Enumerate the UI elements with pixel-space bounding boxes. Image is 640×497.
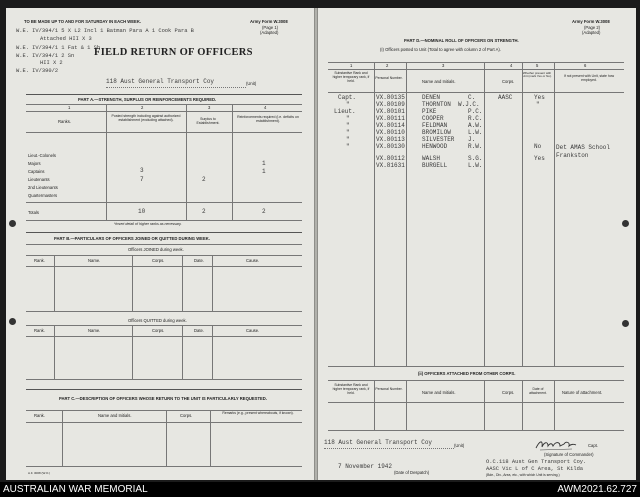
punch-hole (9, 318, 16, 325)
officer-rank: " (346, 115, 350, 122)
form-page: (Page 2) (584, 25, 601, 30)
officer-initials: W.J.C. (458, 101, 480, 108)
punch-hole (622, 220, 629, 227)
officer-name: FELDMAN (422, 122, 448, 129)
col-header-ranks: Ranks. (58, 119, 72, 124)
officer-present: " (536, 101, 540, 108)
officer-number: VX.80109 (376, 101, 405, 108)
col-header-present: Whether present with Unit (mark Yes or No). (522, 71, 552, 79)
reinforcement-value: 1 (262, 168, 266, 175)
form-adapted: (Adapted) (260, 30, 279, 35)
col-header-reinforcements: Reinforcements required (i.e. deficits on establishment). (237, 115, 299, 124)
officer-name: BURGELL (422, 162, 448, 169)
stamp-line-2: AASC Vic L of C Area, St Kilda (486, 466, 584, 472)
officer-name: BROMILOW (422, 129, 451, 136)
margin-note: W.E. IV/390/2 (16, 68, 59, 74)
officer-rank: " (346, 136, 350, 143)
punch-hole (9, 220, 16, 227)
left-page: TO BE MADE UP TO AND FOR SATURDAY IN EACH WEEK. Army Form W.3008 (Page 1) (Adapted) W.E. IV/394/1 5 X L2 Incl 1 Batman Para A 1 Cook Para B Attached HII X 3 W.E. IV/394/1 1 Fat & 1 Sh W.E. IV/394/1 2 Sn HII X 2 W.E. IV/390/2 FIELD RETURN OF OFFICERS 118 Aust General Transport Coy (Unit) PART A.—STRENGTH, SURPLUS OR REINFORCEMENTS REQUIRED. 1 2 3 4 Ranks. Posted strength including against authorized establishment (excluding attached). Surplus to Establishment. Reinforcements required (i.e. deficits on establishment). Lieut.-Colonels Majors Captains Lieutenants 2nd Lieutenants Quartermasters 1 3 1 7 2 Totals 10 2 2 *Insert detail of higher ranks as necessary. PART B.—PARTICULARS OF OFFICERS JOINED OR QUITTED DURING WEEK. Officers JOINED during week. Rank. Name. Corps. Date. Cause. Officers QUITTED during week. Rank. Name. Corps. Date. Cause. PART C.—DESCRIPTION OF OFFICERS WHOSE RETURN TO THE UNIT IS PARTICULARLY REQUESTED. Rank. Name and Initials. Corps. Remarks (e.g., present whereabouts, if known). A.F. 3008 (W.O.) (6, 8, 314, 480)
col-header-surplus: Surplus to Establishment. (196, 117, 220, 126)
officer-number: VX.80111 (376, 115, 405, 122)
posted-value: 3 (140, 167, 144, 174)
officer-rank: " (346, 122, 350, 129)
officer-initials: A.W. (468, 122, 483, 129)
officer-rank: Capt. (338, 94, 357, 101)
officer-number: VX.80101 (376, 108, 405, 115)
col-header-rank: Substantive Rank and higher temporary rank, if held. (332, 71, 370, 83)
stamp-line-1: O.C.118 Aust Gen Transport Coy. (486, 459, 587, 465)
form-adapted: (Adapted) (582, 30, 601, 35)
officer-initials: R.W. (468, 143, 483, 150)
joined-title: Officers JOINED during week. (128, 247, 184, 252)
officer-initials: S.G. (468, 155, 483, 162)
reinforcement-value: 1 (262, 160, 266, 167)
form-page: (Page 1) (262, 25, 279, 30)
right-page: Army Form W.3008 (Page 2) (Adapted) PART D.—NOMINAL ROLL OF OFFICERS ON STRENGTH. (I) Officers posted to Unit (Total to agree with column 2 of Part A). 1 2 3 4 5 6 Substantive Rank and higher temporary rank, if held. Personal Number. Name and Initials. Corps. Whether present with Unit (mark Yes or No). If not present with Unit, state how employed. Capt. VX.80135 DENEN C. AASC Yes " VX.80109 THORNTON W.J.C. " Lieut. VX.80101 PIKE P.C. " VX.80111 COOPER R.C. " VX.80114 FELDMAN A.W. " VX.80110 BROMILOW L.W. " VX.80113 SILVESTER J. " VX.80130 HENWOOD R.W. No Det AMAS School Frankston VX.80112 WALSH S.G. Yes VX.81631 BURGELL L.W. (ii) OFFICERS ATTACHED FROM OTHER CORPS. Substantive Rank and higher temporary rank, if held. Personal Number. Name and Initials. Corps. Date of attachment. Nature of attachment. 118 Aust General Transport Coy (Unit) 7 November 1942 (Date of Despatch) Capt. (Signature of Commander) O.C.118 Aust Gen Transport Coy. AASC Vic L of C Area, St Kilda (Bde., Div., Area, etc., with which Unit is serving.) (318, 8, 636, 480)
officer-name: THORNTON (422, 101, 451, 108)
part-a-footnote: *Insert detail of higher ranks as necessary. (114, 222, 182, 226)
signature-rank: Capt. (588, 443, 599, 448)
form-number: Army Form W.3008 (250, 19, 288, 24)
col-header-name: Name and Initials. (422, 79, 456, 84)
form-title: FIELD RETURN OF OFFICERS (94, 47, 253, 58)
rank-label: Lieutenants (28, 177, 50, 182)
posted-value: 7 (140, 176, 144, 183)
part-d-subheading: (I) Officers posted to Unit (Total to agree with column 2 of Part A). (380, 47, 501, 52)
part-d-heading: PART D.—NOMINAL ROLL OF OFFICERS ON STRENGTH. (404, 38, 519, 43)
total-posted: 10 (138, 208, 146, 215)
officer-number: VX.80114 (376, 122, 405, 129)
officer-number: VX.81631 (376, 162, 405, 169)
col-header-posted: Posted strength including against authorized establishment (excluding attached). (111, 114, 181, 123)
officer-number: VX.80135 (376, 94, 405, 101)
officer-initials: C. (468, 94, 476, 101)
form-number: Army Form W.3008 (572, 19, 610, 24)
despatch-date-caption: (Date of Despatch) (394, 470, 430, 475)
officer-initials: L.W. (468, 129, 483, 136)
archive-footer (0, 482, 640, 497)
officer-name: SILVESTER (422, 136, 455, 143)
totals-label: Totals (28, 210, 39, 215)
officer-name: DENEN (422, 94, 441, 101)
rank-label: Captains (28, 169, 45, 174)
col-header-number: Personal Number. (375, 76, 403, 80)
officer-initials: J. (468, 136, 476, 143)
officer-initials: L.W. (468, 162, 483, 169)
officer-rank: " (346, 143, 350, 150)
archive-reference: AWM2021.62.727 (557, 484, 637, 495)
surplus-value: 2 (202, 176, 206, 183)
officer-name: COOPER (422, 115, 444, 122)
print-code: A.F. 3008 (W.O.) (28, 471, 51, 475)
officer-number: VX.80112 (376, 155, 405, 162)
officer-name: WALSH (422, 155, 441, 162)
punch-hole (622, 320, 629, 327)
officer-number: VX.80110 (376, 129, 405, 136)
officer-corps: AASC (498, 94, 513, 101)
margin-note: W.E. IV/394/1 2 Sn (16, 53, 75, 59)
officer-rank: Lieut. (334, 108, 356, 115)
commander-signature (534, 438, 578, 452)
stamp-caption: (Bde., Div., Area, etc., with which Unit is serving.) (486, 473, 560, 477)
officer-name: HENWOOD (422, 143, 448, 150)
officer-present: No (534, 143, 542, 150)
part-a-heading: PART A.—STRENGTH, SURPLUS OR REINFORCEMENTS REQUIRED. (78, 97, 217, 102)
officer-name: PIKE (422, 108, 437, 115)
top-note: TO BE MADE UP TO AND FOR SATURDAY IN EACH WEEK. (24, 19, 142, 24)
total-reinforcements: 2 (262, 208, 266, 215)
margin-note: HII X 2 (40, 60, 63, 66)
officer-employment: Det AMAS School Frankston (556, 144, 611, 160)
rank-label: 2nd Lieutenants (28, 185, 58, 190)
col-header-employed: If not present with Unit, state how employed. (563, 74, 615, 82)
part-c-heading: PART C.—DESCRIPTION OF OFFICERS WHOSE RETURN TO THE UNIT IS PARTICULARLY REQUESTED. (59, 396, 267, 401)
officer-rank: " (346, 101, 350, 108)
col-header-corps: Corps. (502, 79, 515, 84)
archive-name: AUSTRALIAN WAR MEMORIAL (3, 484, 148, 495)
officer-present: Yes (534, 155, 545, 162)
bottom-unit: 118 Aust General Transport Coy (324, 439, 433, 446)
margin-note: Attached HII X 3 (40, 36, 92, 42)
signature-caption: (Signature of Commander) (544, 452, 594, 457)
attached-heading: (ii) OFFICERS ATTACHED FROM OTHER CORPS. (418, 371, 516, 376)
total-surplus: 2 (202, 208, 206, 215)
unit-caption: (Unit) (246, 81, 257, 86)
margin-note: W.E. IV/394/1 1 Fat & 1 Sh (16, 45, 101, 51)
bottom-unit-caption: (Unit) (454, 443, 465, 448)
unit-name: 118 Aust General Transport Coy (106, 78, 215, 85)
despatch-date: 7 November 1942 (338, 463, 393, 470)
officer-number: VX.80113 (376, 136, 405, 143)
rank-label: Quartermasters (28, 193, 58, 198)
rank-label: Lieut.-Colonels (28, 153, 56, 158)
officer-initials: P.C. (468, 108, 483, 115)
officer-rank: " (346, 129, 350, 136)
part-b-heading: PART B.—PARTICULARS OF OFFICERS JOINED OR QUITTED DURING WEEK. (54, 236, 210, 241)
officer-initials: R.C. (468, 115, 483, 122)
officer-number: VX.80130 (376, 143, 405, 150)
officer-present: Yes (534, 94, 545, 101)
quitted-title: Officers QUITTED during week. (128, 318, 187, 323)
margin-note: W.E. IV/394/1 5 X L2 Incl 1 Batman Para A 1 Cook Para B (16, 28, 194, 34)
rank-label: Majors (28, 161, 41, 166)
